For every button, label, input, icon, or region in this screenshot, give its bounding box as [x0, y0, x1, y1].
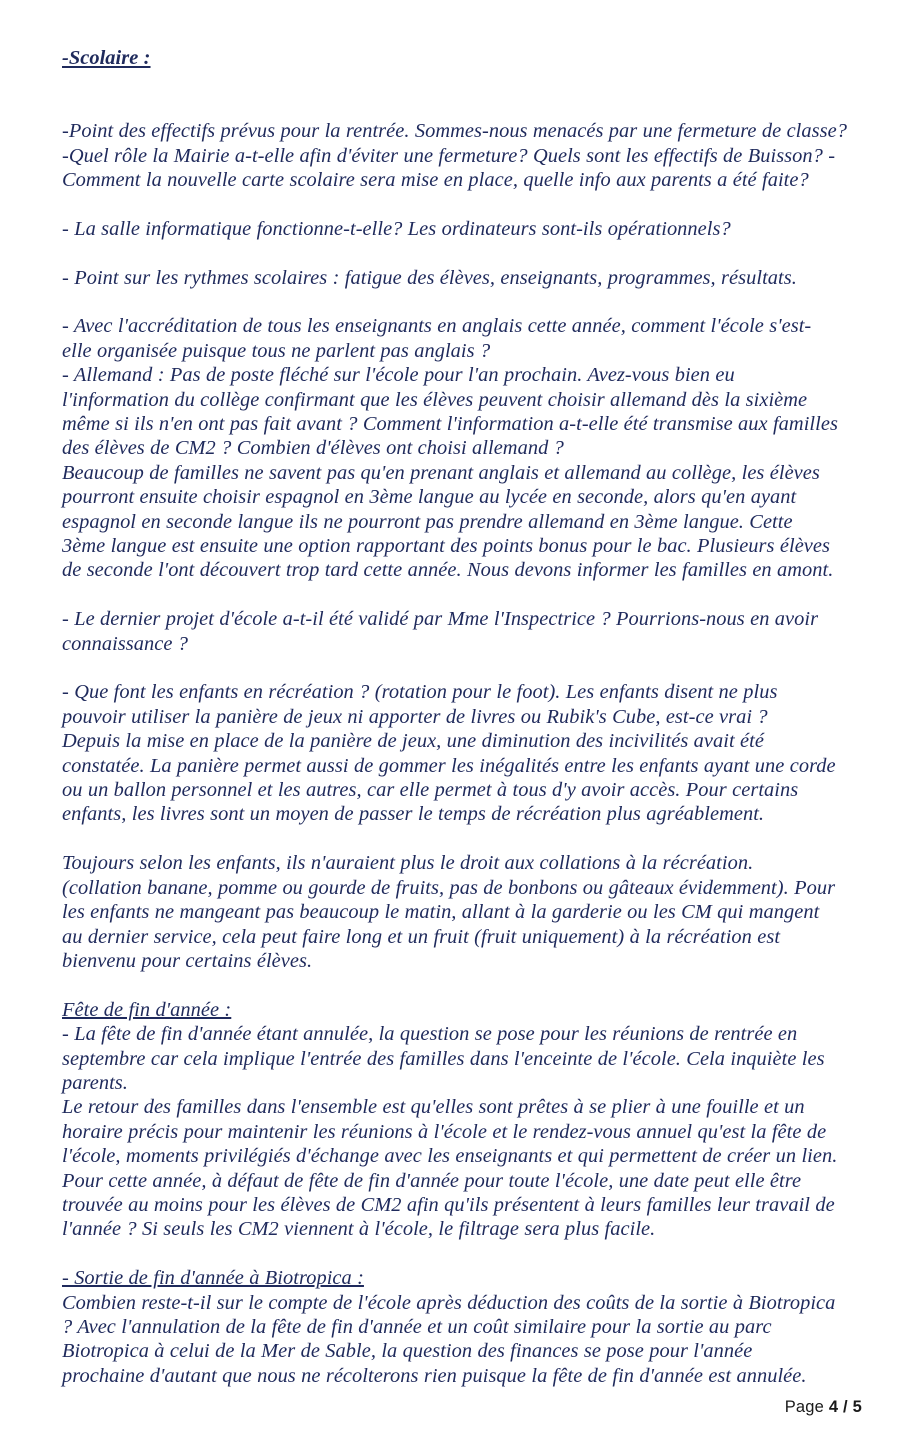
spacer	[62, 656, 862, 680]
spacer	[62, 192, 862, 216]
text-line: - Avec l'accréditation de tous les enseignants en anglais cette année, comment l'école s'est-	[62, 315, 812, 338]
spacer	[62, 290, 862, 314]
text-line: septembre car cela implique l'entrée des familles dans l'enceinte de l'école. Cela inquiète les	[62, 1047, 825, 1070]
text-line: -Quel rôle la Mairie a-t-elle afin d'éviter une fermeture? Quels sont les effectifs de Buisson? -	[62, 144, 836, 167]
page-title: -Scolaire :	[62, 47, 151, 69]
spacer	[62, 241, 862, 265]
spacer	[62, 973, 862, 997]
paragraph-langues	[62, 314, 862, 582]
text-line: espagnol en seconde langue ils ne pourront pas prendre allemand en 3ème langue. Cette	[62, 510, 793, 533]
footer-page-label: Page	[784, 1398, 825, 1416]
text-line: Comment la nouvelle carte scolaire sera mise en place, quelle info aux parents a été faite?	[62, 169, 809, 191]
text-line: - La fête de fin d'année étant annulée, la question se pose pour les réunions de rentrée en	[62, 1023, 798, 1046]
footer-total-pages: 5	[852, 1398, 862, 1416]
text-line: - Le dernier projet d'école a-t-il été validé par Mme l'Inspectrice ? Pourrions-nous en avoir	[62, 608, 819, 631]
text-line: - La salle informatique fonctionne-t-elle? Les ordinateurs sont-ils opérationnels?	[62, 217, 731, 240]
text-line: ou un ballon personnel et les autres, car elle permet à tous d'y avoir accès. Pour certains	[62, 779, 799, 802]
text-line: Toujours selon les enfants, ils n'auraient plus le droit aux collations à la récréation.	[62, 852, 754, 875]
text-line: de seconde l'ont découvert trop tard cette année. Nous devons informer les familles en amont.	[62, 559, 834, 582]
spacer	[62, 1242, 862, 1266]
text-line: l'école, moments privilégiés d'échange avec les enseignants et qui permettent de créer un lien.	[62, 1145, 838, 1168]
paragraph-sortie-biotropica	[62, 1291, 862, 1389]
text-line: 3ème langue est ensuite une option rapportant des points bonus pour le bac. Plusieurs élèves	[62, 535, 830, 558]
page-footer	[785, 1398, 862, 1417]
text-line: Pour cette année, à défaut de fête de fin d'année pour toute l'école, une date peut elle être	[62, 1169, 802, 1192]
text-line: même si ils n'en ont pas fait avant ? Comment l'information a-t-elle été transmise aux familles	[62, 413, 838, 436]
spacer	[62, 827, 862, 851]
footer-separator: /	[843, 1398, 848, 1416]
text-line: pouvoir utiliser la panière de jeux ni apporter de livres ou Rubik's Cube, est-ce vrai ?	[62, 705, 768, 728]
paragraph-projet-ecole	[62, 607, 862, 656]
paragraph-rythmes-scolaires	[62, 266, 862, 290]
text-line: - Allemand : Pas de poste fléché sur l'école pour l'an prochain. Avez-vous bien eu	[62, 364, 735, 387]
spacer	[62, 95, 862, 119]
text-line: enfants, les livres sont un moyen de passer le temps de récréation plus agréablement.	[62, 803, 765, 826]
text-line: au dernier service, cela peut faire long et un fruit (fruit uniquement) à la récréation est	[62, 925, 781, 948]
text-line: l'information du collège confirmant que les élèves peuvent choisir allemand dès la sixième	[62, 388, 808, 411]
text-line: constatée. La panière permet aussi de gommer les inégalités entre les enfants ayant une corde	[62, 754, 836, 777]
subheading-fete-fin-annee: Fête de fin d'année :	[62, 998, 232, 1021]
text-line: ? Avec l'annulation de la fête de fin d'année et un coût similaire pour la sortie au parc	[62, 1315, 772, 1338]
text-line: connaissance ?	[62, 632, 189, 655]
page-body	[62, 46, 862, 1388]
text-line: - Que font les enfants en récréation ? (rotation pour le foot). Les enfants disent ne plus	[62, 681, 778, 704]
text-line: parents.	[62, 1071, 128, 1094]
text-line: prochaine d'autant que nous ne récolterons rien puisque la fête de fin d'année est annulée.	[62, 1364, 807, 1387]
text-line: Le retour des familles dans l'ensemble est qu'elles sont prêtes à se plier à une fouille et un	[62, 1096, 805, 1119]
text-line: Combien reste-t-il sur le compte de l'école après déduction des coûts de la sortie à Biotropica	[62, 1291, 836, 1314]
text-line: bienvenu pour certains élèves.	[62, 949, 313, 972]
paragraph-salle-informatique	[62, 217, 862, 241]
paragraph-collations	[62, 851, 862, 973]
text-line: Depuis la mise en place de la panière de jeux, une diminution des incivilités avait été	[62, 730, 764, 753]
paragraph-recreation	[62, 680, 862, 826]
paragraph-effectifs	[62, 119, 862, 192]
spacer	[62, 70, 862, 94]
text-line: des élèves de CM2 ? Combien d'élèves ont choisi allemand ?	[62, 437, 564, 460]
text-line: (collation banane, pomme ou gourde de fruits, pas de bonbons ou gâteaux évidemment). Pour	[62, 876, 836, 899]
spacer	[62, 583, 862, 607]
text-line: l'année ? Si seuls les CM2 viennent à l'école, le filtrage sera plus facile.	[62, 1218, 656, 1241]
text-line: -Point des effectifs prévus pour la rentrée. Sommes-nous menacés par une fermeture de classe?	[62, 120, 847, 143]
subheading-sortie-biotropica: - Sortie de fin d'année à Biotropica :	[62, 1267, 364, 1290]
footer-current-page: 4	[828, 1398, 839, 1416]
text-line: elle organisée puisque tous ne parlent pas anglais ?	[62, 339, 491, 362]
text-line: Biotropica à celui de la Mer de Sable, la question des finances se pose pour l'année	[62, 1340, 753, 1363]
text-line: pourront ensuite choisir espagnol en 3ème langue au lycée en seconde, alors qu'en ayant	[62, 486, 797, 509]
paragraph-fete-fin-annee	[62, 1022, 862, 1242]
text-line: les enfants ne mangeant pas beaucoup le matin, allant à la garderie ou les CM qui mangent	[62, 901, 820, 924]
text-line: Beaucoup de familles ne savent pas qu'en prenant anglais et allemand au collège, les élèves	[62, 461, 820, 484]
text-line: - Point sur les rythmes scolaires : fatigue des élèves, enseignants, programmes, résultats.	[62, 266, 797, 289]
text-line: horaire précis pour maintenir les réunions à l'école et le rendez-vous annuel qu'est la fête de	[62, 1120, 827, 1143]
text-line: trouvée au moins pour les élèves de CM2 afin qu'ils présentent à leurs familles leur travail de	[62, 1193, 835, 1216]
